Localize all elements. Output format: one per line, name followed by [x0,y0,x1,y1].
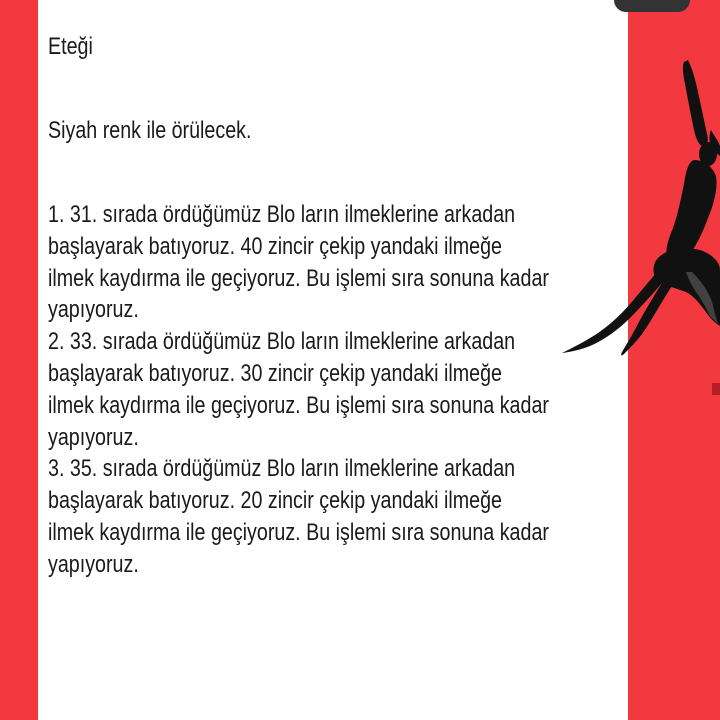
step-line: başlayarak batıyoruz. 40 zincir çekip yandaki ilmeğe [48,232,502,260]
document-title: Eteği [48,33,93,60]
step-item [48,199,622,326]
edge-mark [712,383,720,395]
step-line: ilmek kaydırma ile geçiyoruz. Bu işlemi sıra sonuna kadar [48,264,549,292]
step-line: ilmek kaydırma ile geçiyoruz. Bu işlemi sıra sonuna kadar [48,391,549,419]
left-red-border [0,0,38,720]
step-line: 1. 31. sırada ördüğümüz Blo ların ilmeklerine arkadan [48,201,516,228]
step-item [48,453,622,580]
step-line: yapıyoruz. [48,423,139,451]
document-panel [38,0,628,720]
top-status-pill [614,0,690,12]
step-line: ilmek kaydırma ile geçiyoruz. Bu işlemi sıra sonuna kadar [48,518,549,546]
step-line: yapıyoruz. [48,550,139,578]
step-line: 3. 35. sırada ördüğümüz Blo ların ilmeklerine arkadan [48,455,516,483]
step-line: başlayarak batıyoruz. 30 zincir çekip yandaki ilmeğe [48,359,502,387]
step-item [48,326,622,453]
instruction-steps [48,199,622,581]
step-line: yapıyoruz. [48,296,139,324]
step-line: 2. 33. sırada ördüğümüz Blo ların ilmeklerine arkadan [48,328,516,356]
ballerina-silhouette-icon [560,50,720,360]
step-line: başlayarak batıyoruz. 20 zincir çekip yandaki ilmeğe [48,487,502,515]
document-subtitle: Siyah renk ile örülecek. [48,117,252,144]
